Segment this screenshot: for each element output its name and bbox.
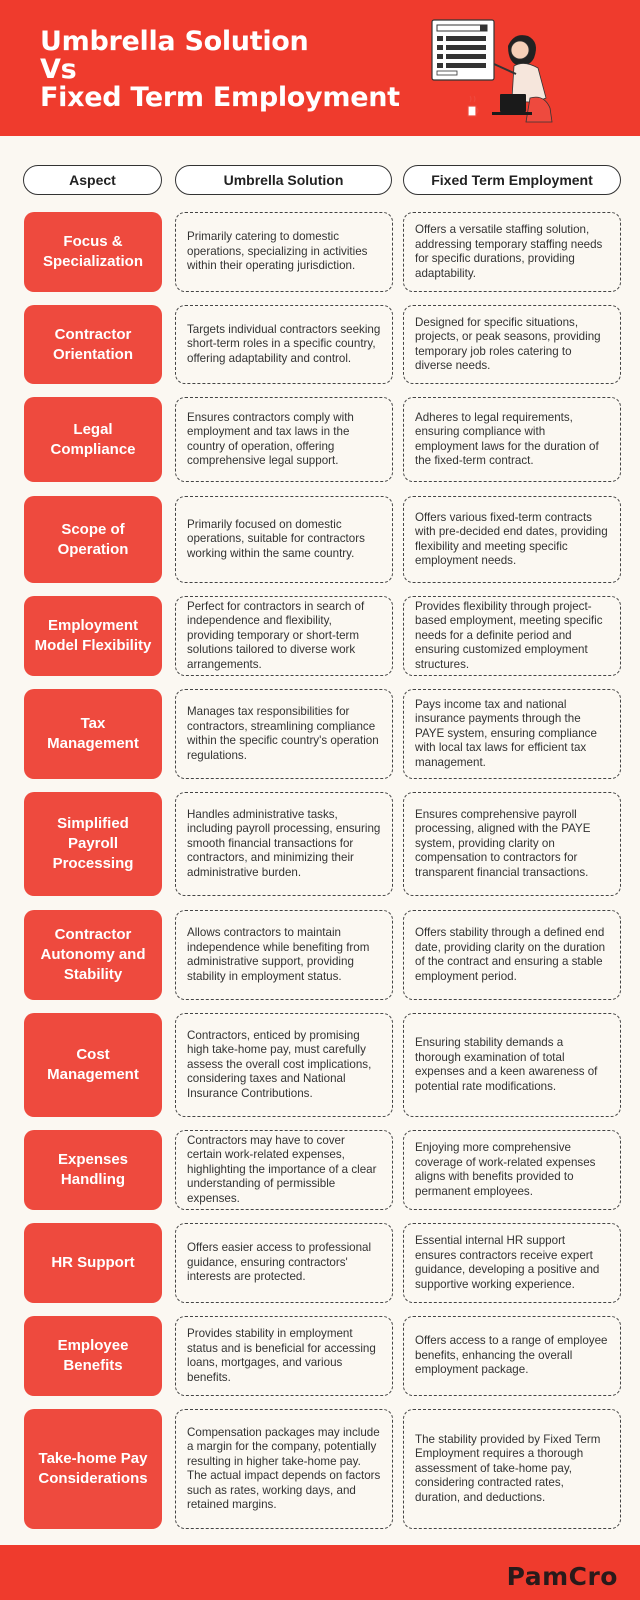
aspect-hr-support: HR Support — [24, 1223, 162, 1303]
title-line-2: Vs — [40, 54, 77, 85]
page-title — [40, 28, 400, 112]
aspect-tax-management: Tax Management — [24, 689, 162, 779]
umbrella-cell: Contractors may have to cover certain work-related expenses, highlighting the importance of a clear understanding of permissible expenses. — [175, 1130, 393, 1210]
fixed-term-cell: Essential internal HR support ensures contractors receive expert guidance, developing a positive and supportive working experience. — [403, 1223, 621, 1303]
aspect-simplified-payroll-processing: Simplified Payroll Processing — [24, 792, 162, 896]
fixed-term-cell: Provides flexibility through project-based employment, meeting specific needs for a definite period and ensuring customized employment structures. — [403, 596, 621, 676]
fixed-term-cell: Ensuring stability demands a thorough examination of total expenses and a keen awareness of potential rate modifications. — [403, 1013, 621, 1117]
fixed-term-cell: Ensures comprehensive payroll processing, aligned with the PAYE system, providing clarity on compensation to contractors for transparent financial transactions. — [403, 792, 621, 896]
aspect-focus-specialization: Focus & Specialization — [24, 212, 162, 292]
umbrella-cell: Manages tax responsibilities for contractors, streamlining compliance within the specific country's operation regulations. — [175, 689, 393, 779]
woman-at-laptop-illustration — [430, 18, 580, 123]
umbrella-cell: Allows contractors to maintain independence while benefiting from administrative support, providing stability in employment status. — [175, 910, 393, 1000]
title-line-1: Umbrella Solution — [40, 26, 309, 57]
aspect-contractor-orientation: Contractor Orientation — [24, 305, 162, 384]
fixed-term-cell: Pays income tax and national insurance payments through the PAYE system, ensuring compliance with local tax laws for efficient tax management. — [403, 689, 621, 779]
column-header-umbrella: Umbrella Solution — [175, 165, 392, 195]
column-header-fixed-term: Fixed Term Employment — [403, 165, 621, 195]
aspect-expenses-handling: Expenses Handling — [24, 1130, 162, 1210]
aspect-employment-model-flexibility: Employment Model Flexibility — [24, 596, 162, 676]
fixed-term-cell: Designed for specific situations, projects, or peak seasons, providing temporary job roles catering to diverse needs. — [403, 305, 621, 384]
pamcro-logo: PamCro — [506, 1562, 618, 1591]
fixed-term-cell: Offers various fixed-term contracts with pre-decided end dates, providing flexibility and meeting specific employment needs. — [403, 496, 621, 583]
aspect-scope-of-operation: Scope of Operation — [24, 496, 162, 583]
fixed-term-cell: Adheres to legal requirements, ensuring compliance with employment laws for the duration of the fixed-term contract. — [403, 397, 621, 482]
aspect-employee-benefits: Employee Benefits — [24, 1316, 162, 1396]
umbrella-cell: Contractors, enticed by promising high take-home pay, must carefully assess the overall cost implications, considering taxes and National Insurance Contributions. — [175, 1013, 393, 1117]
umbrella-cell: Perfect for contractors in search of independence and flexibility, providing temporary or short-term solutions tailored to diverse work arrangements. — [175, 596, 393, 676]
fixed-term-cell: The stability provided by Fixed Term Employment requires a thorough assessment of take-home pay, considering contracted rates, duration, and deductions. — [403, 1409, 621, 1529]
fixed-term-cell: Offers access to a range of employee benefits, enhancing the overall employment package. — [403, 1316, 621, 1396]
umbrella-cell: Targets individual contractors seeking short-term roles in a specific country, offering adaptability and control. — [175, 305, 393, 384]
umbrella-cell: Compensation packages may include a margin for the company, potentially resulting in higher take-home pay. The actual impact depends on factors such as rates, working days, and retained margins. — [175, 1409, 393, 1529]
aspect-cost-management: Cost Management — [24, 1013, 162, 1117]
title-line-3: Fixed Term Employment — [40, 82, 400, 113]
fixed-term-cell: Offers a versatile staffing solution, addressing temporary staffing needs for specific durations, providing adaptability. — [403, 212, 621, 292]
aspect-contractor-autonomy-stability: Contractor Autonomy and Stability — [24, 910, 162, 1000]
umbrella-cell: Handles administrative tasks, including payroll processing, ensuring smooth financial transactions for contractors, and minimizing their administrative burden. — [175, 792, 393, 896]
umbrella-cell: Ensures contractors comply with employment and tax laws in the country of operation, offering comprehensive legal support. — [175, 397, 393, 482]
fixed-term-cell: Enjoying more comprehensive coverage of work-related expenses aligns with benefits provided to permanent employees. — [403, 1130, 621, 1210]
fixed-term-cell: Offers stability through a defined end date, providing clarity on the duration of the contract and ensuring a stable employment period. — [403, 910, 621, 1000]
umbrella-cell: Primarily catering to domestic operations, specializing in activities within their operating jurisdiction. — [175, 212, 393, 292]
aspect-take-home-pay: Take-home Pay Considerations — [24, 1409, 162, 1529]
umbrella-cell: Offers easier access to professional guidance, ensuring contractors' interests are protected. — [175, 1223, 393, 1303]
umbrella-cell: Primarily focused on domestic operations, suitable for contractors working within the same country. — [175, 496, 393, 583]
umbrella-cell: Provides stability in employment status and is beneficial for accessing loans, mortgages, and various benefits. — [175, 1316, 393, 1396]
aspect-legal-compliance: Legal Compliance — [24, 397, 162, 482]
column-header-aspect: Aspect — [23, 165, 162, 195]
